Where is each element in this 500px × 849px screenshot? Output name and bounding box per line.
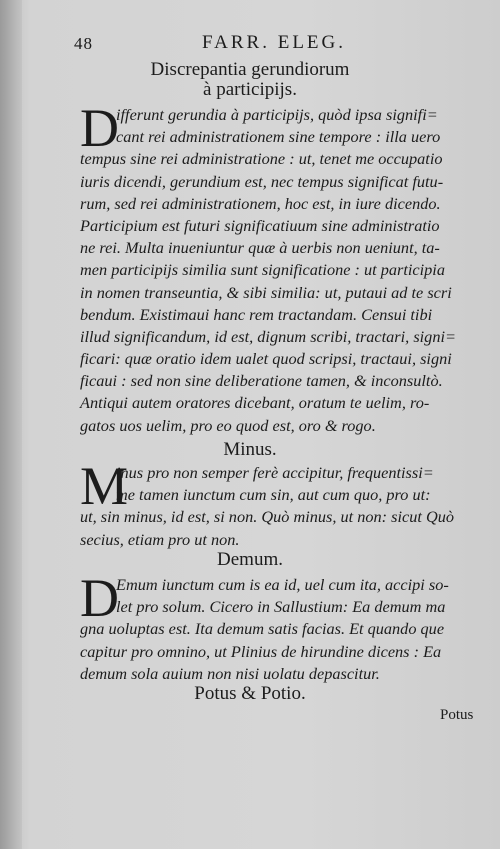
text-line: inus pro non semper ferè accipitur, frequentissi= xyxy=(116,463,434,482)
drop-cap: D xyxy=(80,568,119,628)
text-line: in nomen transeuntia, & sibi similia: ut, putaui ad te scri xyxy=(80,282,452,302)
text-line: gatos uos uelim, pro eo quod est, oro & rogo. xyxy=(80,415,376,435)
text-line: Emum iunctum cum is ea id, uel cum ita, accipi so- xyxy=(116,575,449,594)
text-line: gna uoluptas est. Ita demum satis facias. Et quando que xyxy=(80,619,445,639)
section-text-minus xyxy=(80,456,488,551)
text-line: Antiqui autem oratores dicebant, oratum te uelim, ro- xyxy=(80,393,430,413)
text-line: ne rei. Multa inueniuntur quæ à uerbis non ueniunt, ta- xyxy=(80,238,440,258)
text-line: ifferunt gerundia à participijs, quòd ipsa signifi= xyxy=(116,105,438,124)
section-title-line: Discrepantia gerundiorum xyxy=(150,59,350,80)
section-title-line: à participijs. xyxy=(203,79,297,100)
text-line: let pro solum. Cicero in Sallustium: Ea demum ma xyxy=(116,597,446,617)
section-title-line: Minus. xyxy=(223,439,277,460)
text-line: illud significandum, id est, dignum scribi, tractari, signi= xyxy=(80,326,456,346)
section-title-demum xyxy=(0,550,500,570)
text-line: ficaui : sed non sine deliberatione tamen, & inconsultò. xyxy=(80,371,443,391)
section-title-potus xyxy=(0,684,500,704)
section-title-line: Demum. xyxy=(217,549,283,570)
text-line: ut, sin minus, id est, si non. Quò minus, ut non: sicut Quò xyxy=(80,507,455,527)
text-line: Participium est futuri significatiuum sine administratio xyxy=(80,215,440,235)
text-line: tempus sine rei administratione : ut, tenet me occupatio xyxy=(80,149,443,169)
page-number: 48 xyxy=(74,34,93,53)
section-text-demum xyxy=(80,568,488,685)
text-line: secius, etiam pro ut non. xyxy=(80,529,240,549)
drop-cap: D xyxy=(80,98,119,158)
text-line: iuris dicendi, gerundium est, nec tempus significat futu- xyxy=(80,171,444,191)
section-title-minus xyxy=(0,440,500,460)
drop-cap: M xyxy=(80,456,129,516)
text-line: ficari: quæ oratio idem ualet quod scripsi, tractaui, signi xyxy=(80,349,452,369)
section-title-line: Potus & Potio. xyxy=(194,683,306,704)
running-head: FARR. ELEG. xyxy=(202,32,347,53)
text-line: bendum. Existimaui hanc rem tractandam. Censui tibi xyxy=(80,304,433,324)
section-title-gerundia xyxy=(0,60,500,100)
text-line: me tamen iunctum cum sin, aut cum quo, pro ut: xyxy=(116,485,431,505)
catchword: Potus xyxy=(440,707,474,723)
text-line: cant rei administrationem sine tempore : illa uero xyxy=(116,127,441,147)
text-line: capitur pro omnino, ut Plinius de hirundine dicens : Ea xyxy=(80,641,442,661)
page-gutter xyxy=(0,0,22,849)
text-line: rum, sed rei administrationem, hoc est, in iure dicendo. xyxy=(80,193,441,213)
text-line: men participijs similia sunt significatione : ut participia xyxy=(80,260,445,280)
text-line: demum sola auium non nisi uolatu depascitur. xyxy=(80,663,380,683)
section-text-gerundia xyxy=(80,98,488,437)
page-header xyxy=(74,32,414,56)
